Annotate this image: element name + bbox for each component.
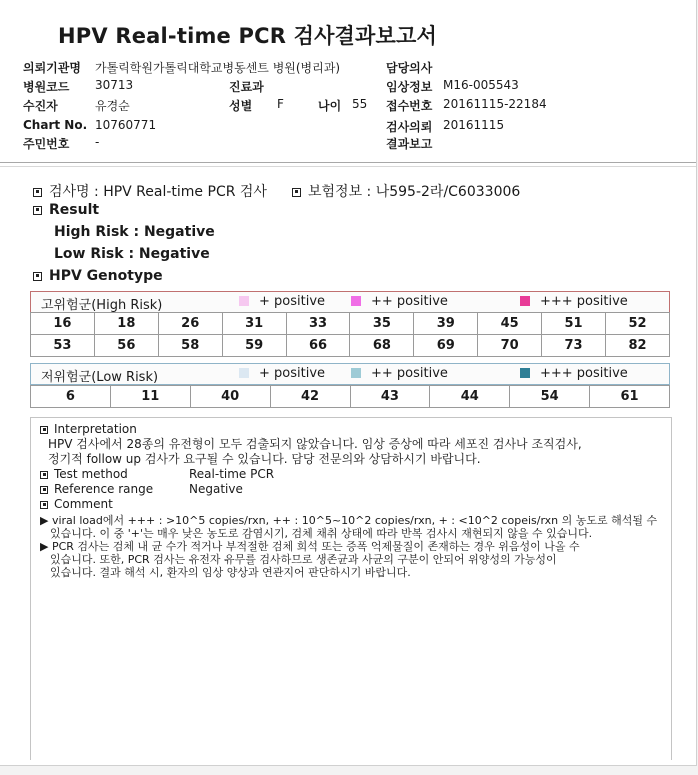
- genotype-cell: 40: [190, 386, 270, 408]
- legend-plusplus-label: ++ positive: [371, 294, 448, 309]
- doctor-label: 담당의사: [386, 61, 433, 75]
- legend-plus-label: + positive: [259, 366, 326, 381]
- genotype-cell: 44: [430, 386, 510, 408]
- test-name-line: [33, 181, 267, 201]
- high-risk-legend-bar: [30, 291, 670, 313]
- table-row: [31, 313, 670, 335]
- reference-range-line: [40, 482, 153, 496]
- reference-range-label: Reference range: [54, 482, 154, 496]
- result-heading-line: [33, 202, 99, 218]
- report-label: 결과보고: [386, 137, 433, 151]
- bullet-square-icon: [292, 188, 301, 197]
- test-method-value: Real-time PCR: [189, 467, 275, 481]
- genotype-cell: 68: [350, 335, 414, 357]
- header-divider-light: [0, 166, 696, 167]
- genotype-cell: 53: [31, 335, 95, 357]
- genotype-cell: 16: [31, 313, 95, 335]
- genotype-cell: 54: [510, 386, 590, 408]
- genotype-cell: 33: [286, 313, 350, 335]
- legend-plusplusplus: [520, 294, 628, 309]
- receipt-label: 접수번호: [386, 99, 433, 113]
- low-risk-legend-bar: [30, 363, 670, 385]
- interpretation-text-2: 정기적 follow up 검사가 요구될 수 있습니다. 담당 전문의와 상담하시기 바랍니다.: [48, 452, 481, 466]
- bullet-square-icon: [33, 272, 42, 281]
- comment-line: [40, 497, 113, 511]
- comment-label: Comment: [54, 497, 113, 511]
- swatch-plus: [239, 368, 249, 378]
- comment-text-2b: 있습니다. 또한, PCR 검사는 유전자 유무를 검사하므로 생존균과 사균의 구분이 안되어 위양성의 가능성이: [50, 553, 557, 566]
- swatch-plusplus: [351, 296, 361, 306]
- comment-text-1b: 있습니다. 이 중 '+'는 매우 낮은 농도로 감염시기, 검체 채취 상태에 따라 반복 검사시 재현되지 않을 수 있습니다.: [50, 527, 593, 540]
- sex-label: 성별: [229, 99, 253, 113]
- legend-plusplusplus: [520, 366, 628, 381]
- insurance-line: [292, 181, 520, 201]
- legend-plusplusplus-label: +++ positive: [540, 294, 628, 309]
- table-row: [31, 386, 670, 408]
- clinical-info-label: 임상정보: [386, 80, 433, 94]
- comment-text-2a: ▶ PCR 검사는 검체 내 균 수가 적거나 부적절한 검체 희석 또는 증폭 억제물질이 존재하는 경우 위음성이 나올 수: [40, 540, 580, 553]
- table-row: [31, 335, 670, 357]
- legend-plusplus: [351, 366, 448, 381]
- genotype-cell: 45: [478, 313, 542, 335]
- genotype-cell: 58: [158, 335, 222, 357]
- genotype-cell: 82: [606, 335, 670, 357]
- interpretation-text-1: HPV 검사에서 28종의 유전형이 모두 검출되지 않았습니다. 임상 증상에 따라 세포진 검사나 조직검사,: [48, 437, 582, 451]
- genotype-cell: 56: [94, 335, 158, 357]
- request-label: 검사의뢰: [386, 120, 433, 134]
- test-method-label: Test method: [54, 467, 128, 481]
- result-heading: Result: [49, 202, 100, 218]
- genotype-cell: 43: [350, 386, 430, 408]
- legend-plus: [239, 366, 325, 381]
- high-risk-result: High Risk : Negative: [54, 224, 215, 240]
- age-value: 55: [352, 97, 368, 111]
- genotype-cell: 18: [94, 313, 158, 335]
- genotype-cell: 66: [286, 335, 350, 357]
- chart-no-label: Chart No.: [23, 118, 88, 132]
- genotype-cell: 51: [542, 313, 606, 335]
- header-divider: [0, 162, 696, 163]
- swatch-plus: [239, 296, 249, 306]
- genotype-heading-line: [33, 268, 163, 284]
- institution-label: 의뢰기관명: [23, 61, 81, 75]
- interpretation-box: [30, 417, 672, 760]
- legend-plus-label: + positive: [259, 294, 326, 309]
- test-name: 검사명 : HPV Real-time PCR 검사: [49, 184, 267, 200]
- clinical-info-value: M16-005543: [443, 78, 519, 92]
- genotype-cell: 26: [158, 313, 222, 335]
- high-risk-genotype-table: [30, 312, 670, 357]
- bullet-square-icon: [40, 426, 48, 434]
- institution-value: 가톨릭학원가톨릭대학교병동센트 병원(병리과): [95, 61, 341, 75]
- low-risk-genotype-table: [30, 385, 670, 408]
- patient-label: 수진자: [23, 99, 58, 113]
- legend-plus: [239, 294, 325, 309]
- insurance-info: 보험정보 : 나595-2라/C6033006: [308, 184, 521, 200]
- bullet-square-icon: [40, 471, 48, 479]
- genotype-cell: 31: [222, 313, 286, 335]
- comment-text-2c: 있습니다. 결과 해석 시, 환자의 임상 양상과 연관지어 판단하시기 바랍니다.: [50, 566, 411, 579]
- genotype-heading: HPV Genotype: [49, 268, 163, 284]
- reference-range-value: Negative: [189, 482, 243, 496]
- low-risk-result: Low Risk : Negative: [54, 246, 210, 262]
- interpretation-heading-line: [40, 422, 137, 436]
- genotype-cell: 42: [270, 386, 350, 408]
- hospital-code-label: 병원코드: [23, 80, 70, 94]
- dept-label: 진료과: [229, 80, 264, 94]
- legend-plusplusplus-label: +++ positive: [540, 366, 628, 381]
- swatch-plusplusplus: [520, 296, 530, 306]
- age-label: 나이: [318, 99, 342, 113]
- high-risk-label: 고위험군(High Risk): [41, 298, 163, 313]
- genotype-cell: 39: [414, 313, 478, 335]
- report-title: HPV Real-time PCR 검사결과보고서: [58, 24, 437, 48]
- sex-value: F: [277, 97, 284, 111]
- chart-no-value: 10760771: [95, 118, 157, 132]
- legend-plusplus-label: ++ positive: [371, 366, 448, 381]
- genotype-cell: 11: [110, 386, 190, 408]
- genotype-cell: 70: [478, 335, 542, 357]
- resident-no-label: 주민번호: [23, 137, 70, 151]
- request-value: 20161115: [443, 118, 505, 132]
- bullet-square-icon: [40, 486, 48, 494]
- genotype-cell: 73: [542, 335, 606, 357]
- genotype-cell: 6: [31, 386, 111, 408]
- bullet-square-icon: [40, 501, 48, 509]
- low-risk-label: 저위험군(Low Risk): [41, 370, 159, 385]
- legend-plusplus: [351, 294, 448, 309]
- genotype-cell: 61: [590, 386, 670, 408]
- comment-text-1a: ▶ viral load에서 +++ : >10^5 copies/rxn, ++ : 10^5~10^2 copies/rxn, + : <10^2 copeis/rxn 의 농도로 해석될 수: [40, 514, 658, 527]
- swatch-plusplus: [351, 368, 361, 378]
- genotype-cell: 69: [414, 335, 478, 357]
- test-method-line: [40, 467, 128, 481]
- interpretation-heading: Interpretation: [54, 422, 137, 436]
- hospital-code-value: 30713: [95, 78, 134, 92]
- patient-value: 유경순: [95, 99, 130, 113]
- genotype-cell: 59: [222, 335, 286, 357]
- swatch-plusplusplus: [520, 368, 530, 378]
- genotype-cell: 35: [350, 313, 414, 335]
- bullet-square-icon: [33, 206, 42, 215]
- receipt-value: 20161115-22184: [443, 97, 547, 111]
- bullet-square-icon: [33, 188, 42, 197]
- genotype-cell: 52: [606, 313, 670, 335]
- resident-no-value: -: [95, 135, 100, 149]
